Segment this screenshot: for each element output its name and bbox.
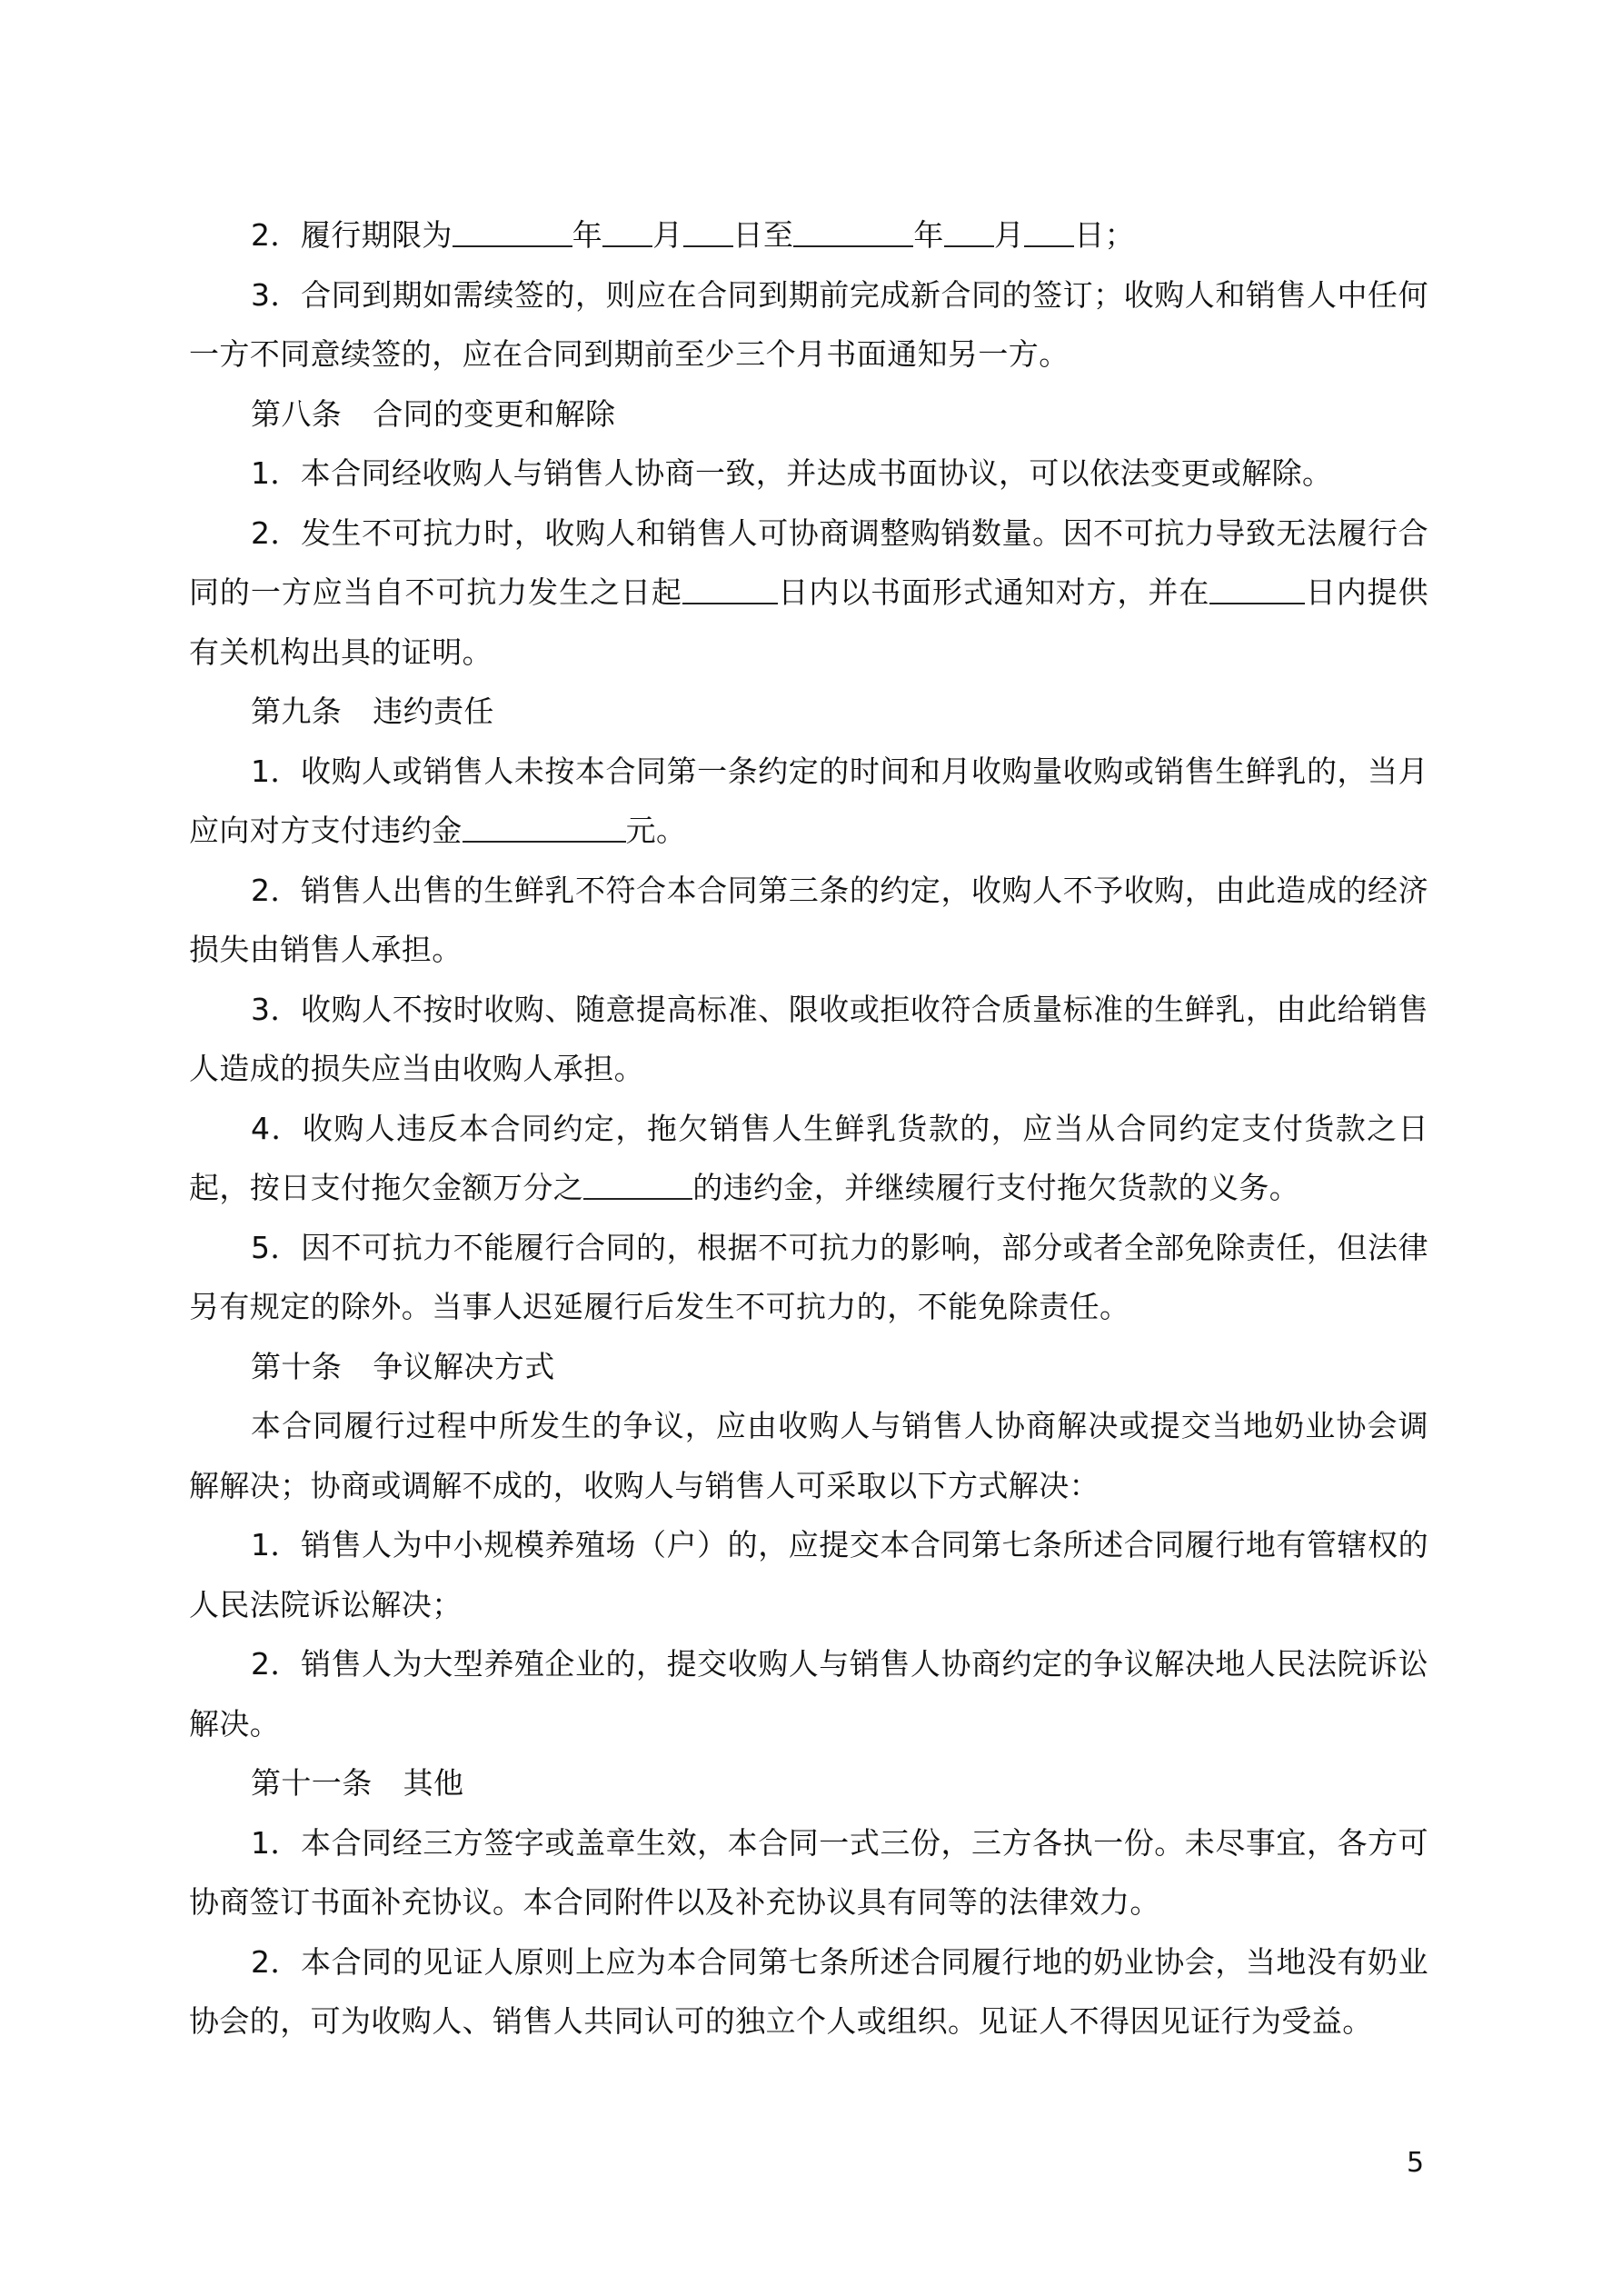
article-number: 第八条 [251, 395, 343, 432]
clause-text: 元。 [625, 813, 687, 848]
clause-text: 4．收购人违反本合同约定，拖欠销售人生鲜乳货款的，应当从合同约定支付货款之日起，按日支付拖欠金额万分之 [189, 1110, 1428, 1205]
clause-text: 5．因不可抗力不能履行合同的，根据不可抗力的影响，部分或者全部免除责任，但法律另有规定的除外。当事人迟延履行后发生不可抗力的，不能免除责任。 [189, 1229, 1428, 1324]
clause-text: 日内以书面形式通知对方，并在 [777, 574, 1210, 610]
clause-paragraph [189, 504, 1428, 683]
fill-in-blank[interactable] [1024, 218, 1074, 247]
clause-text: 日内提供有关机构出具的证明。 [189, 574, 1428, 670]
clause-paragraph [189, 265, 1428, 384]
fill-in-blank[interactable] [683, 218, 733, 247]
clause-text: 2．本合同的见证人原则上应为本合同第七条所述合同履行地的奶业协会，当地没有奶业协会的，可为收购人、销售人共同认可的独立个人或组织。见证人不得因见证行为受益。 [189, 1943, 1428, 2039]
clause-text: 月 [993, 217, 1025, 253]
document-body [189, 205, 1428, 2051]
clause-text: 2．销售人为大型养殖企业的，提交收购人与销售人协商约定的争议解决地人民法院诉讼解决。 [189, 1646, 1428, 1742]
article-title: 合同的变更和解除 [373, 395, 616, 432]
fill-in-blank[interactable] [583, 1171, 692, 1200]
article-number: 第十条 [251, 1348, 343, 1384]
clause-text: 3．收购人不按时收购、随意提高标准、限收或拒收符合质量标准的生鲜乳，由此给销售人造成的损失应当由收购人承担。 [189, 991, 1428, 1086]
clause-paragraph [189, 1396, 1428, 1515]
article-title: 争议解决方式 [373, 1348, 555, 1384]
clause-text: 年 [913, 217, 944, 253]
clause-text: 1．本合同经三方签字或盖章生效，本合同一式三份，三方各执一份。未尽事宜，各方可协商签订书面补充协议。本合同附件以及补充协议具有同等的法律效力。 [189, 1824, 1428, 1920]
article-heading [189, 1337, 1428, 1397]
fill-in-blank[interactable] [453, 218, 572, 247]
fill-in-blank[interactable] [1209, 575, 1305, 604]
article-number: 第九条 [251, 694, 343, 729]
fill-in-blank[interactable] [682, 575, 778, 604]
clause-text: 日； [1074, 217, 1136, 253]
fill-in-blank[interactable] [944, 218, 994, 247]
clause-paragraph [189, 1218, 1428, 1337]
clause-text: 1．销售人为中小规模养殖场（户）的，应提交本合同第七条所述合同履行地有管辖权的人民法院诉讼解决； [189, 1527, 1428, 1622]
article-heading [189, 384, 1428, 444]
clause-text: 1．本合同经收购人与销售人协商一致，并达成书面协议，可以依法变更或解除。 [251, 455, 1333, 491]
clause-paragraph [189, 1099, 1428, 1218]
fill-in-blank[interactable] [793, 218, 913, 247]
fill-in-blank[interactable] [463, 814, 626, 843]
clause-text: 本合同履行过程中所发生的争议，应由收购人与销售人协商解决或提交当地奶业协会调解解决；协商或调解不成的，收购人与销售人可采取以下方式解决： [189, 1408, 1428, 1503]
page-number: 5 [1407, 2147, 1425, 2179]
article-title: 其他 [403, 1765, 464, 1801]
article-number: 第十一条 [251, 1765, 373, 1801]
clause-paragraph [189, 1813, 1428, 1932]
clause-text: 的违约金，并继续履行支付拖欠货款的义务。 [692, 1170, 1300, 1205]
clause-paragraph [189, 205, 1428, 265]
article-heading [189, 1753, 1428, 1813]
clause-paragraph [189, 1515, 1428, 1634]
clause-paragraph [189, 980, 1428, 1099]
clause-text: 1．收购人或销售人未按本合同第一条约定的时间和月收购量收购或销售生鲜乳的，当月应向对方支付违约金 [189, 753, 1428, 848]
clause-text: 年 [572, 217, 603, 253]
clause-text: 日至 [732, 217, 794, 253]
clause-paragraph [189, 444, 1428, 504]
clause-text: 月 [652, 217, 683, 253]
article-heading [189, 682, 1428, 742]
clause-text: 2．销售人出售的生鲜乳不符合本合同第三条的约定，收购人不予收购，由此造成的经济损失由销售人承担。 [189, 872, 1428, 967]
clause-paragraph [189, 861, 1428, 980]
clause-paragraph [189, 1932, 1428, 2051]
fill-in-blank[interactable] [602, 218, 652, 247]
clause-text: 3．合同到期如需续签的，则应在合同到期前完成新合同的签订；收购人和销售人中任何一方不同意续签的，应在合同到期前至少三个月书面通知另一方。 [189, 276, 1428, 372]
clause-text: 2．履行期限为 [251, 217, 453, 253]
clause-paragraph [189, 1634, 1428, 1753]
clause-text: 2．发生不可抗力时，收购人和销售人可协商调整购销数量。因不可抗力导致无法履行合同的一方应当自不可抗力发生之日起 [189, 514, 1428, 610]
clause-paragraph [189, 742, 1428, 861]
article-title: 违约责任 [373, 694, 494, 729]
